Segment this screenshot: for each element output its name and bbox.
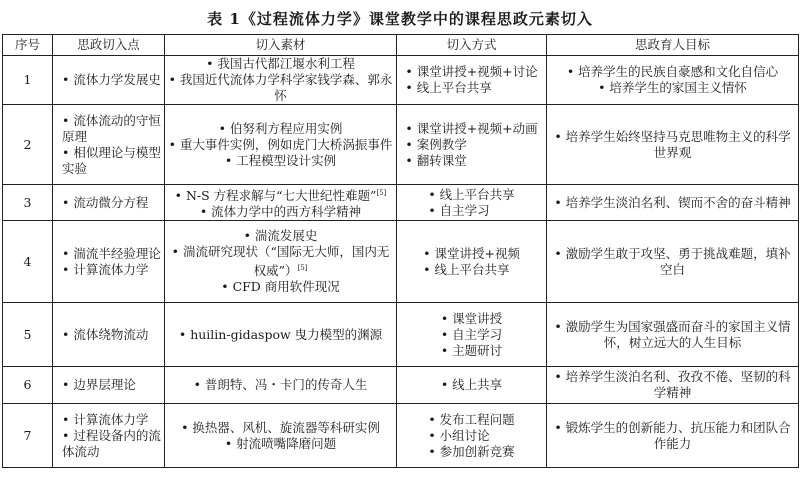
header-materials: 切入素材	[165, 35, 397, 56]
list-item: • 线上平台共享	[428, 187, 514, 203]
list-item: • 边界层理论	[56, 377, 161, 393]
list-item: • 自主学习	[441, 327, 502, 343]
cell-no: 6	[3, 367, 53, 404]
cell-materials	[165, 185, 397, 221]
list-item: • 案例教学	[405, 137, 537, 153]
cell-goals	[547, 105, 799, 185]
list-item: • 小组讨论	[428, 428, 514, 444]
cell-materials	[165, 303, 397, 367]
list-item: • 换热器、风机、旋流器等科研实例	[168, 420, 393, 436]
header-methods: 切入方式	[397, 35, 547, 56]
table-row	[3, 105, 799, 185]
cell-materials	[165, 367, 397, 404]
list-item: • 流体力学中的西方科学精神	[168, 204, 393, 220]
list-item: • 线上平台共享	[405, 80, 537, 96]
list-item: • 工程模型设计实例	[168, 153, 393, 169]
list-item: • CFD 商用软件现况	[168, 279, 393, 295]
cell-methods	[397, 185, 547, 221]
list-item: • 课堂讲授+视频+讨论	[405, 64, 537, 80]
list-item: • 伯努利方程应用实例	[168, 121, 393, 137]
cell-goals	[547, 367, 799, 404]
cell-no: 5	[3, 303, 53, 367]
list-item: • 培养学生的家国主义情怀	[550, 80, 795, 96]
list-item: • 培养学生始终坚持马克思唯物主义的科学世界观	[550, 129, 795, 161]
list-item: • 计算流体力学	[56, 262, 161, 278]
cell-points	[53, 221, 165, 303]
list-item: • 培养学生淡泊名利、孜孜不倦、坚韧的科学精神	[550, 369, 795, 401]
list-item: • 激励学生敢于攻坚、勇于挑战难题，填补空白	[550, 246, 795, 278]
cell-points	[53, 404, 165, 468]
list-item: • 锻炼学生的创新能力、抗压能力和团队合作能力	[550, 420, 795, 452]
table-row	[3, 404, 799, 468]
list-item: • N-S 方程求解与“七大世纪性难题”[5]	[168, 185, 393, 204]
list-item: • 射流喷嘴降磨问题	[168, 436, 393, 452]
table-row	[3, 56, 799, 105]
cell-points	[53, 185, 165, 221]
reference-mark: [5]	[376, 189, 387, 197]
cell-methods	[397, 56, 547, 105]
cell-goals	[547, 185, 799, 221]
list-item: • 课堂讲授	[441, 311, 502, 327]
list-item: • 流体绕物流动	[56, 327, 161, 343]
cell-goals	[547, 303, 799, 367]
reference-mark: [5]	[297, 264, 308, 273]
table-row	[3, 221, 799, 303]
list-item: • 线上平台共享	[423, 262, 520, 278]
list-item: • 普朗特、冯・卡门的传奇人生	[168, 377, 393, 393]
cell-points	[53, 56, 165, 105]
cell-goals	[547, 56, 799, 105]
list-item: • 自主学习	[428, 203, 514, 219]
list-item: • 湍流半经验理论	[56, 246, 161, 262]
list-item: • 发布工程问题	[428, 412, 514, 428]
cell-materials	[165, 221, 397, 303]
cell-no: 7	[3, 404, 53, 468]
list-item: • huilin-gidaspow 曳力模型的渊源	[168, 327, 393, 343]
cell-materials	[165, 56, 397, 105]
table-row	[3, 185, 799, 221]
cell-points	[53, 105, 165, 185]
cell-methods	[397, 303, 547, 367]
list-item: • 培养学生的民族自豪感和文化自信心	[550, 64, 795, 80]
cell-points	[53, 367, 165, 404]
ideology-table	[2, 34, 799, 468]
cell-methods	[397, 105, 547, 185]
list-item: • 重大事件实例，例如虎门大桥涡振事件	[168, 137, 393, 153]
list-item: • 翻转课堂	[405, 153, 537, 169]
cell-methods	[397, 367, 547, 404]
list-item: • 线上共享	[441, 377, 502, 393]
list-item: • 参加创新竞赛	[428, 444, 514, 460]
list-item: • 激励学生为国家强盛而奋斗的家国主义情怀，树立远大的人生目标	[550, 319, 795, 351]
list-item: • 流体流动的守恒原理	[56, 113, 161, 145]
table-row	[3, 367, 799, 404]
header-no: 序号	[3, 35, 53, 56]
list-item: • 课堂讲授+视频	[423, 246, 520, 262]
list-item: • 相似理论与模型实验	[56, 145, 161, 177]
cell-no: 4	[3, 221, 53, 303]
list-item: • 我国古代都江堰水利工程	[168, 56, 393, 72]
list-item: • 流体力学发展史	[56, 72, 161, 88]
cell-materials	[165, 404, 397, 468]
cell-no: 2	[3, 105, 53, 185]
cell-goals	[547, 404, 799, 468]
table-row	[3, 303, 799, 367]
header-points: 思政切入点	[53, 35, 165, 56]
table-caption: 表 1《过程流体力学》课堂教学中的课程思政元素切入	[207, 10, 593, 28]
list-item: • 我国近代流体力学科学家钱学森、郭永怀	[168, 72, 393, 104]
list-item: • 计算流体力学	[56, 412, 161, 428]
list-item: • 培养学生淡泊名利、锲而不舍的奋斗精神	[550, 195, 795, 211]
cell-methods	[397, 404, 547, 468]
list-item: • 湍流发展史	[168, 228, 393, 244]
cell-goals	[547, 221, 799, 303]
list-item: • 课堂讲授+视频+动画	[405, 121, 537, 137]
list-item: • 湍流研究现状（“国际无大师，国内无权威”）[5]	[168, 244, 393, 279]
cell-no: 1	[3, 56, 53, 105]
header-row	[3, 35, 799, 56]
list-item: • 流动微分方程	[56, 195, 161, 211]
header-goals: 思政育人目标	[547, 35, 799, 56]
cell-points	[53, 303, 165, 367]
list-item: • 主题研讨	[441, 343, 502, 359]
cell-materials	[165, 105, 397, 185]
list-item: • 过程设备内的流体流动	[56, 428, 161, 460]
cell-no: 3	[3, 185, 53, 221]
cell-methods	[397, 221, 547, 303]
